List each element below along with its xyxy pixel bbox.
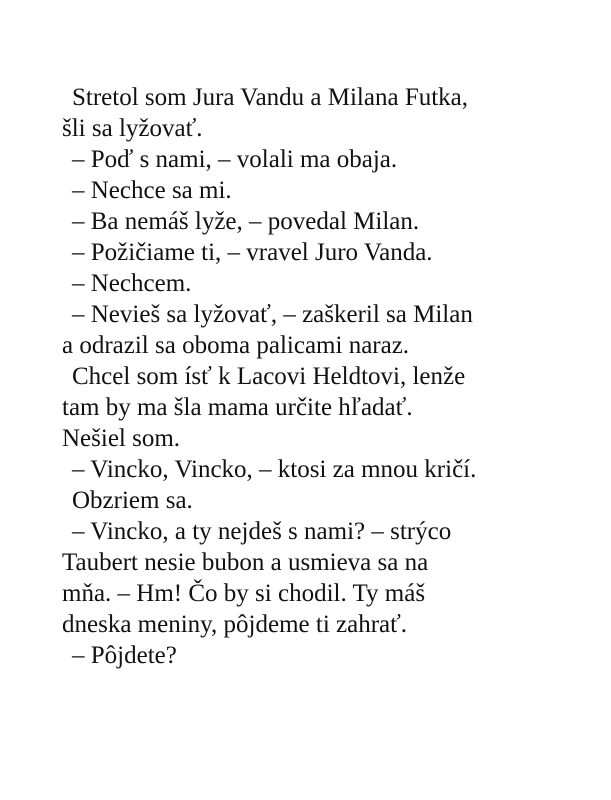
text-line: – Požičiame ti, – vravel Juro Vanda. xyxy=(72,239,433,266)
text-line: – Poď s nami, – volali ma obaja. xyxy=(72,146,398,173)
text-line: Nešiel som. xyxy=(62,425,181,452)
text-line: Taubert nesie bubon a usmieva sa na xyxy=(62,549,429,576)
text-line: a odrazil sa oboma palicami naraz. xyxy=(62,332,410,359)
text-line: Stretol som Jura Vandu a Milana Futka, xyxy=(72,84,469,111)
text-line: – Nevieš sa lyžovať, – zaškeril sa Milan xyxy=(72,301,473,328)
document-page xyxy=(62,82,582,671)
text-line: dneska meniny, pôjdeme ti zahrať. xyxy=(62,611,408,638)
text-line: Obzriem sa. xyxy=(72,487,193,514)
text-line: – Nechce sa mi. xyxy=(72,177,232,204)
text-line: – Ba nemáš lyže, – povedal Milan. xyxy=(72,208,420,235)
text-line: – Pôjdete? xyxy=(72,642,177,669)
text-line: – Vincko, a ty nejdeš s nami? – strýco xyxy=(72,518,452,545)
text-line: – Nechcem. xyxy=(72,270,192,297)
text-line: – Vincko, Vincko, – ktosi za mnou kričí. xyxy=(72,456,477,483)
text-line: tam by ma šla mama určite hľadať. xyxy=(62,394,413,421)
text-line: mňa. – Hm! Čo by si chodil. Ty máš xyxy=(62,580,426,607)
text-line: Chcel som ísť k Lacovi Heldtovi, lenže xyxy=(72,363,466,390)
text-line: šli sa lyžovať. xyxy=(62,115,203,142)
